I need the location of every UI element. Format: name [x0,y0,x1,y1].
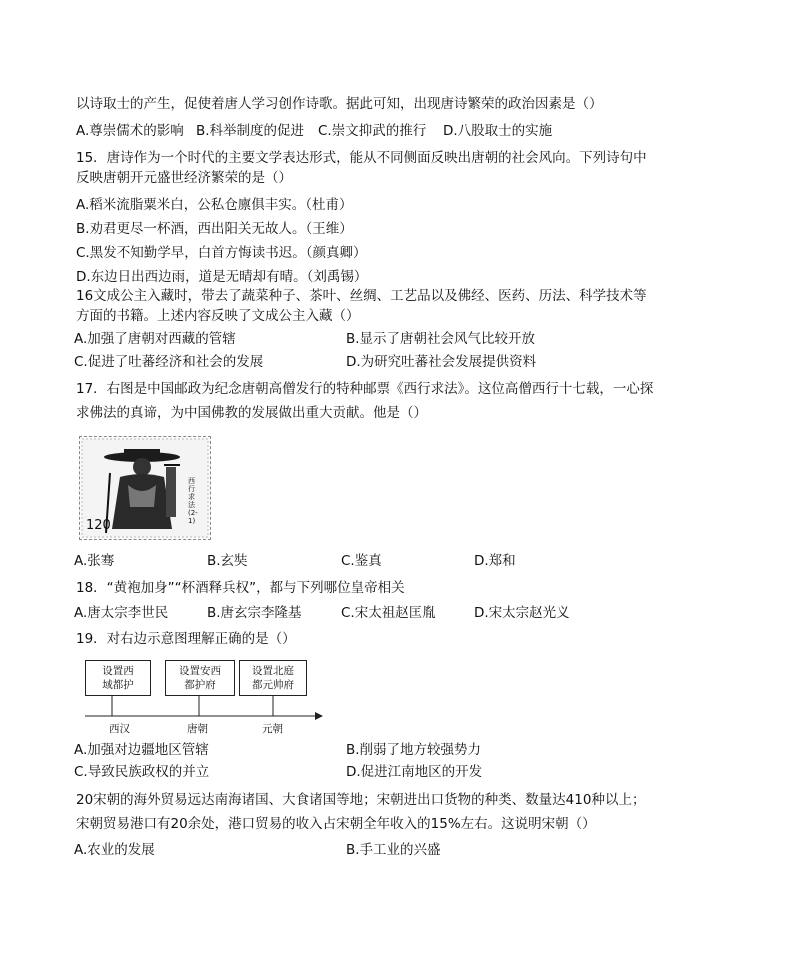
q14-option-c: C.崇文抑武的推行 [318,123,427,139]
q18-option-d: D.宋太宗赵光义 [474,605,570,621]
q16-option-b: B.显示了唐朝社会风气比较开放 [346,331,536,347]
question-19-stem: 19．对右边示意图理解正确的是（） [76,631,296,647]
box1-line1: 设置西 [102,665,134,677]
q15-option-b: B.劝君更尽一杯酒，西出阳关无故人。（王维） [76,221,353,237]
question-15-stem-line1: 15．唐诗作为一个时代的主要文学表达形式，能从不同侧面反映出唐朝的社会风向。下列诗句中 [76,150,647,166]
box1-line2: 域都护 [102,679,134,691]
q17-option-c: C.鉴真 [341,553,382,569]
q19-option-d: D.促进江南地区的开发 [346,764,483,780]
q14-option-d: D.八股取士的实施 [443,123,553,139]
q17-option-d: D.郑和 [474,553,516,569]
q19-option-c: C.导致民族政权的并立 [74,764,210,780]
question-20-stem-line2: 宋朝贸易港口有20余处，港口贸易的收入占宋朝全年收入的15%左右。这说明宋朝（） [76,816,596,832]
monk-stamp-image [79,436,211,540]
stamp-denomination: 120 [86,518,111,533]
q19-option-b: B.削弱了地方较强势力 [346,742,482,758]
timeline-label-yuan: 元朝 [262,723,283,735]
q20-option-a: A.农业的发展 [74,842,155,858]
question-17-stem-line2: 求佛法的真谛，为中国佛教的发展做出重大贡献。他是（） [76,405,427,421]
q17-option-a: A.张骞 [74,553,115,569]
q16-option-d: D.为研究吐蕃社会发展提供资料 [346,354,537,370]
q18-option-a: A.唐太宗李世民 [74,605,169,621]
box2-line2: 都护府 [184,679,216,691]
box2-line1: 设置安西 [179,665,221,677]
box3-line1: 设置北庭 [252,665,294,677]
q15-option-c: C.黑发不知勤学早，白首方悔读书迟。（颜真卿） [76,245,367,261]
q17-option-b: B.玄奘 [207,553,248,569]
q19-option-a: A.加强对边疆地区管辖 [74,742,209,758]
timeline-label-tang: 唐朝 [187,723,208,735]
question-18-stem: 18．“黄袍加身”“杯酒释兵权”，都与下列哪位皇帝相关 [76,580,405,596]
q14-option-b: B.科举制度的促进 [196,123,305,139]
q15-option-a: A.稻米流脂粟米白，公私仓廪俱丰实。（杜甫） [76,197,353,213]
q20-option-b: B.手工业的兴盛 [346,842,441,858]
q15-option-d: D.东边日出西边雨，道是无晴却有晴。（刘禹锡） [76,269,368,285]
question-16-stem-line2: 方面的书籍。上述内容反映了文成公主入藏（） [76,308,360,324]
timeline-diagram [79,656,324,740]
q18-option-b: B.唐玄宗李隆基 [207,605,302,621]
question-14-stem-tail: 以诗取士的产生，促使着唐人学习创作诗歌。据此可知，出现唐诗繁荣的政治因素是（） [76,96,603,112]
stamp-side-text: 西行求法(2-1) [188,477,198,525]
question-15-stem-line2: 反映唐朝开元盛世经济繁荣的是（） [76,170,292,186]
question-20-stem-line1: 20宋朝的海外贸易远达南海诸国、大食诸国等地；宋朝进出口货物的种类、数量达410种以上； [76,792,646,808]
q18-option-c: C.宋太祖赵匡胤 [341,605,436,621]
diagram-box-western-han [85,660,151,696]
question-17-stem-line1: 17．右图是中国邮政为纪念唐朝高僧发行的特种邮票《西行求法》。这位高僧西行十七载，一心探 [76,381,654,397]
q14-option-a: A.尊崇儒术的影响 [76,123,184,139]
q16-option-c: C.促进了吐蕃经济和社会的发展 [74,354,264,370]
timeline-label-western-han: 西汉 [109,723,130,735]
question-16-stem-line1: 16文成公主入藏时，带去了蔬菜种子、茶叶、丝绸、工艺品以及佛经、医药、历法、科学技术等 [76,288,647,304]
box3-line2: 都元帅府 [252,679,294,691]
q16-option-a: A.加强了唐朝对西藏的管辖 [74,331,236,347]
diagram-box-yuan [239,660,307,696]
diagram-box-tang [165,660,235,696]
